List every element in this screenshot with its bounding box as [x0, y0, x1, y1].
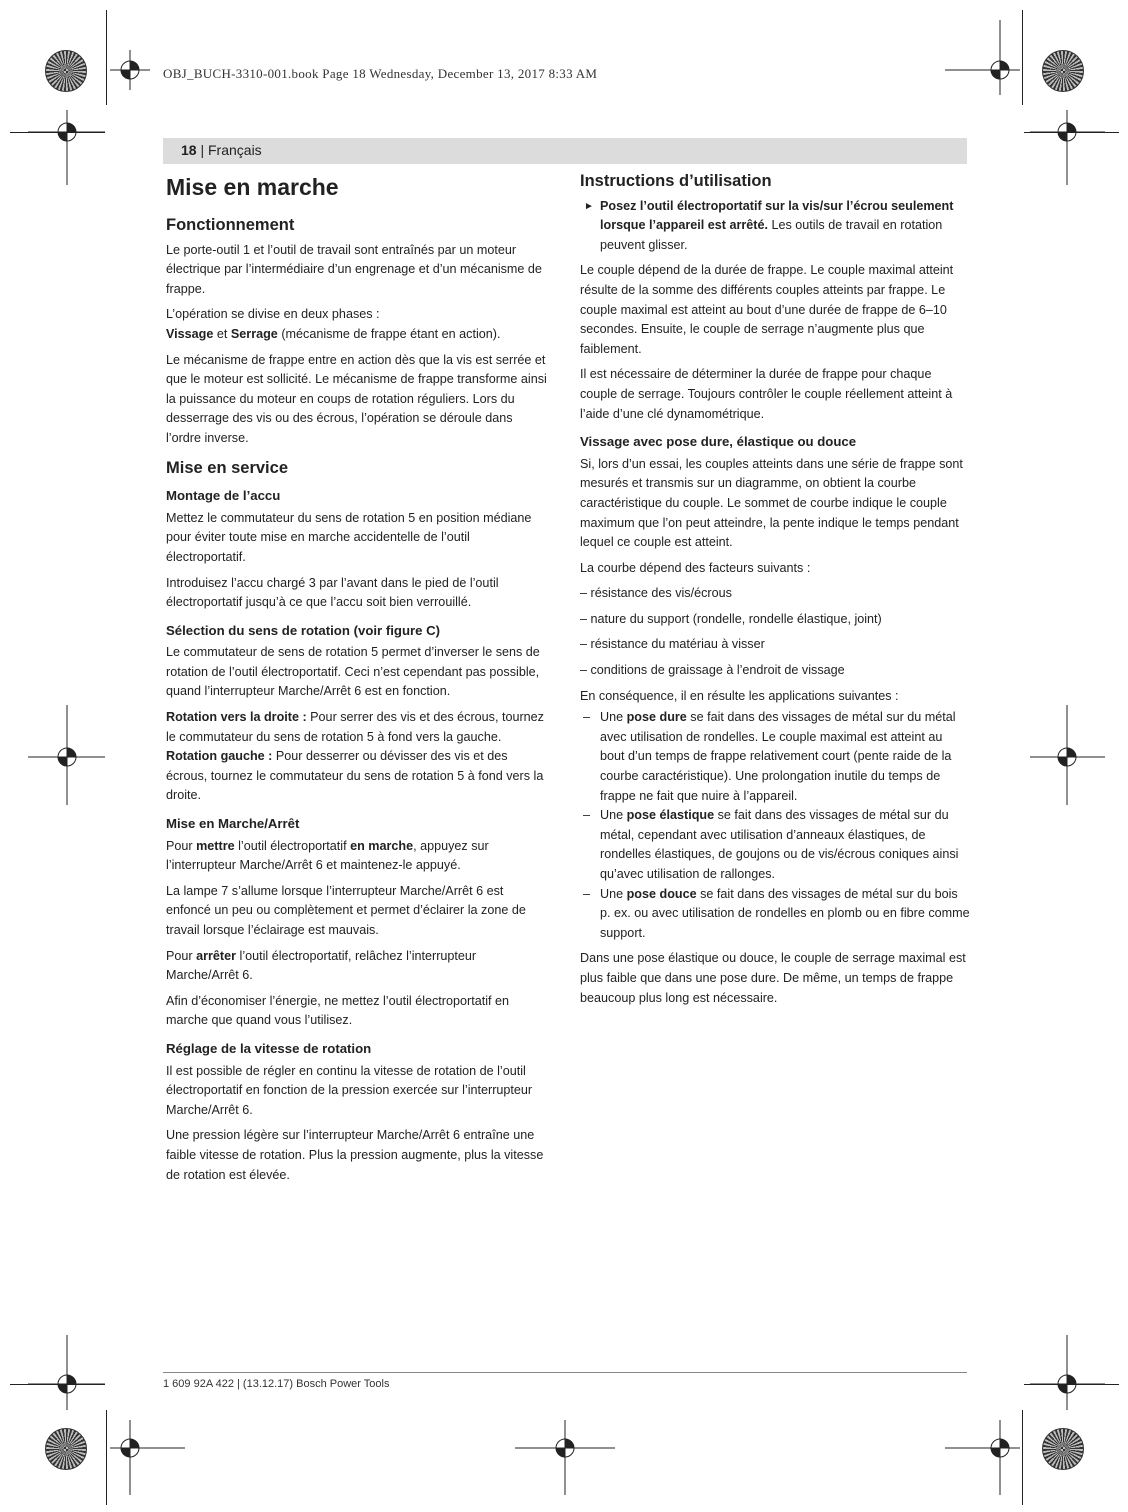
header-separator: | [196, 142, 208, 158]
bold-term: Vissage [166, 326, 214, 341]
page-header-bar [163, 138, 967, 164]
text-run: l’outil électroportatif, relâchez l’interrupteur Marche/Arrêt 6. [166, 948, 477, 983]
bold-term: Posez l’outil électroportatif sur la vis/sur l’écrou seulement lorsque l’appareil est arrêté. [600, 198, 954, 233]
paragraph: Il est possible de régler en continu la vitesse de rotation de l’outil électroportatif en fonction de la pression exercée sur l’interrupteur Marche/Arrêt 6. [166, 1063, 533, 1117]
paragraph: Le mécanisme de frappe entre en action dès que la vis est serrée et que le moteur est sollicité. Le mécanisme de frappe transforme ainsi la puissance du moteur en coups de rotation réguliers. Lors du desserrage des vis ou des écrous, l’opération se déroule dans l’ordre inverse. [166, 352, 547, 445]
factor-list [580, 584, 970, 680]
list-item [580, 806, 970, 884]
list-item: – résistance du matériau à visser [580, 637, 765, 652]
text-run: Une [600, 886, 627, 901]
footer-rule [163, 1372, 967, 1373]
text-run: l’outil électroportatif [234, 838, 351, 853]
list-item: – conditions de graissage à l’endroit de vissage [580, 663, 845, 678]
bold-term: en marche [350, 838, 414, 853]
paragraph: Le couple dépend de la durée de frappe. Le couple maximal atteint résulte de la somme des différents couples atteints par frappe. Le couple maximal est atteint au bout d’une durée de frappe de 6–10 secondes. Ensuite, le couple de serrage n’augmente plus que faiblement. [580, 263, 954, 356]
paragraph [166, 837, 551, 876]
heading-vissage-pose: Vissage avec pose dure, élastique ou douce [580, 434, 857, 450]
bold-term: pose douce [626, 886, 697, 901]
paragraph [166, 708, 551, 747]
dash-marker: – [583, 710, 591, 725]
text-run: , appuyez sur l’interrupteur Marche/Arrêt 6 et maintenez-le appuyé. [166, 838, 489, 873]
paragraph [166, 325, 551, 345]
bold-term: pose dure [626, 710, 687, 725]
header-language: Français [208, 142, 262, 158]
bold-term: Rotation gauche : [166, 749, 273, 764]
text-run: se fait dans des vissages de métal sur du métal, cependant avec utilisation d’anneaux élastiques, de rondelles élastiques, de goujons ou de vis/écrous coniques ainsi qu’avec utilisation de rallonges. [600, 808, 959, 881]
paragraph: Si, lors d’un essai, les couples atteints dans une série de frappe sont mesurés et transmis sur un diagramme, on obtient la courbe caractéristique du couple. Le sommet de courbe indique le couple maximum que l’on peut atteindre, la pente indique le temps pendant lequel ce couple est atteint. [580, 456, 963, 550]
text-run: (mécanisme de frappe étant en action). [277, 326, 501, 341]
bold-term: Serrage [230, 326, 278, 341]
heading-vitesse-rotation: Réglage de la vitesse de rotation [166, 1040, 372, 1056]
paragraph [166, 747, 551, 806]
paragraph [166, 947, 551, 986]
heading-mise-en-service: Mise en service [166, 458, 288, 477]
left-column [166, 172, 551, 1191]
paragraph: Le porte-outil 1 et l’outil de travail sont entraînés par un moteur électrique par l’intermédiaire d’un engrenage et d’un mécanisme de frappe. [166, 242, 542, 296]
text-run: se fait dans des vissages de métal sur du métal avec utilisation de rondelles. Le couple maximal est atteint au bout d’un temps de frappe relativement court (pente raide de la courbe caractéristique). Une prolongation inutile du temps de frappe ne fait que nuire à l’appareil. [600, 710, 956, 803]
paragraph: La lampe 7 s’allume lorsque l’interrupteur Marche/Arrêt 6 est enfoncé un peu ou complètement et permet d’éclairer la zone de travail lorsque l’éclairage est mauvais. [166, 883, 526, 937]
list-item: – résistance des vis/écrous [580, 586, 732, 601]
paragraph: Dans une pose élastique ou douce, le couple de serrage maximal est plus faible que dans une pose dure. De même, un temps de frappe beaucoup plus long est nécessaire. [580, 951, 966, 1005]
text-run: Pour [166, 838, 197, 853]
bold-term: Rotation vers la droite : [166, 710, 307, 725]
section-title: Mise en marche [166, 174, 339, 200]
page-number: 18 [181, 142, 197, 158]
bold-term: mettre [196, 838, 235, 853]
paragraph: En conséquence, il en résulte les applications suivantes : [580, 688, 899, 703]
paragraph: Il est nécessaire de déterminer la durée de frappe pour chaque couple de serrage. Toujours contrôler le couple réellement atteint à l’aide d’une clé dynamométrique. [580, 367, 953, 421]
list-item: – nature du support (rondelle, rondelle élastique, joint) [580, 611, 882, 626]
paragraph: Introduisez l’accu chargé 3 par l’avant dans le pied de l’outil électroportatif jusqu’à ce que l’accu soit bien verrouillé. [166, 575, 499, 610]
dash-marker: – [583, 886, 591, 901]
list-item [580, 885, 970, 944]
heading-montage-accu: Montage de l’accu [166, 488, 281, 504]
text-run: Pour serrer des vis et des écrous, tournez le commutateur du sens de rotation 5 à fond vers la gauche. [166, 710, 544, 744]
paragraph: Mettez le commutateur du sens de rotation 5 en position médiane pour éviter toute mise en marche accidentelle de l’outil électroportatif. [166, 510, 532, 564]
text-run: Les outils de travail en rotation peuvent glisser. [600, 218, 943, 252]
page-header [181, 142, 262, 158]
heading-marche-arret: Mise en Marche/Arrêt [166, 816, 300, 832]
text-run: Une [600, 710, 627, 725]
bold-term: arrêter [196, 948, 237, 963]
heading-sens-rotation: Sélection du sens de rotation (voir figure C) [166, 622, 441, 638]
right-column [580, 172, 970, 1014]
dash-marker: – [583, 808, 591, 823]
text-run: Pour desserrer ou dévisser des vis et des écrous, tournez le commutateur du sens de rotation 5 à fond vers la droite. [166, 749, 544, 803]
warning-bullet [580, 197, 970, 256]
bold-term: pose élastique [626, 808, 715, 823]
text-run: se fait dans des vissages de métal sur du bois p. ex. ou avec utilisation de rondelles en plomb ou en fibre comme support. [600, 886, 970, 940]
page-footer: 1 609 92A 422 | (13.12.17) Bosch Power Tools [163, 1378, 390, 1390]
heading-instructions: Instructions d’utilisation [580, 172, 772, 190]
paragraph: L’opération se divise en deux phases : [166, 307, 380, 322]
text-run: Une [600, 808, 627, 823]
text-run: et [213, 326, 231, 341]
arrow-bullet-icon: ► [584, 200, 594, 212]
heading-fonctionnement: Fonctionnement [166, 216, 295, 234]
text-run: Pour [166, 948, 197, 963]
paragraph: Afin d’économiser l’énergie, ne mettez l’outil électroportatif en marche que quand vous l’utilisez. [166, 993, 510, 1028]
paragraph: Une pression légère sur l’interrupteur Marche/Arrêt 6 entraîne une faible vitesse de rotation. Plus la pression augmente, plus la vitesse de rotation est élevée. [166, 1128, 544, 1182]
paragraph: La courbe dépend des facteurs suivants : [580, 560, 811, 575]
paragraph: Le commutateur de sens de rotation 5 permet d’inverser le sens de rotation de l’outil électroportatif. Ceci n’est cependant pas possible, quand l’interrupteur Marche/Arrêt 6 est en fonction. [166, 645, 540, 699]
file-info-line: OBJ_BUCH-3310-001.book Page 18 Wednesday, December 13, 2017 8:33 AM [163, 66, 598, 81]
list-item [580, 708, 970, 806]
